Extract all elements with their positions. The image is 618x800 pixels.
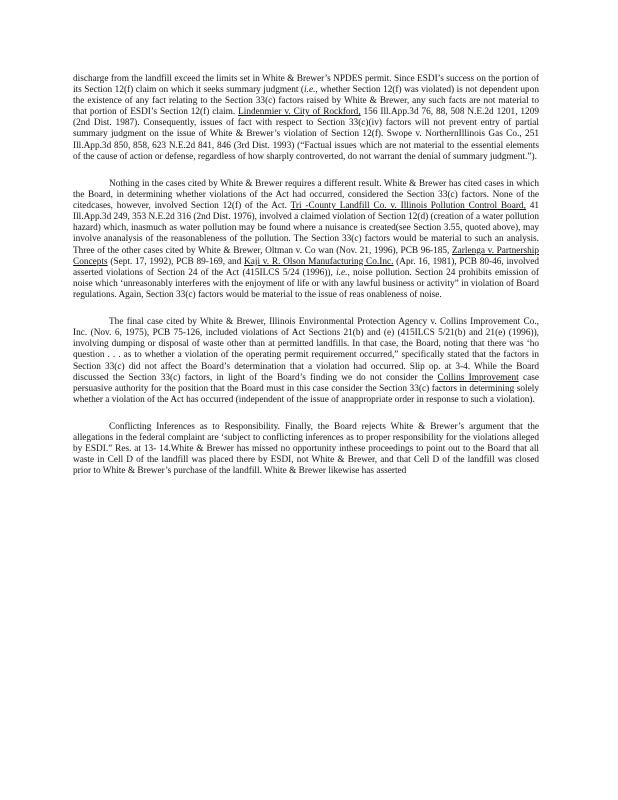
case-citation: Lindenmier v. City of Rockford, (238, 107, 361, 118)
italic-term: i.e. (304, 85, 316, 96)
text-run: case persuasive authority for the position that the Board must in this case consider the Section 33(c) factors in determining solely whether a violation of the Act has occurred (independent of the issue of anappropriate order in response to such a violation). (73, 372, 540, 405)
document-page (73, 74, 539, 494)
text-run: 156 Ill.App.3d 76, 88, 508 N.E.2d 1201, 1209 (2nd Dist. 1987). Consequently, issues of fact with respect to Section 33(c)(iv) factors will not prevent entry of partial summary judgment on the issue of White & Brewer’s violation of Section 12(f). Swope v. NorthernIllinois Gas Co., 251 Ill.App.3d 850, 858, 623 N.E.2d 841, 846 (3rd Dist. 1993) (“Factual issues which are not material to the essential elements of the cause of action or defense, regardless of how sharply controverted, do not warrant the denial of summary judgment.”). (73, 107, 540, 162)
text-run: discharge from the landfill exceed the limits set in White & Brewer’s NPDES permit. Since ESDI’s success on the portion of its Section 12(f) claim on which it seeks summary judgment ( (73, 74, 539, 96)
paragraph-2 (73, 179, 539, 301)
paragraph-4 (73, 422, 539, 477)
text-run: (Apr. 16, 1981), PCB 80-46, involved asserted violations of Section 24 of the Act (415ILCS 5/24 (1996)), (73, 256, 539, 278)
case-citation: Kaji v. R. Olson Manufacturing Co.Inc. (244, 256, 394, 267)
text-run: Conflicting Inferences as to Responsibility. Finally, the Board rejects White & Brewer’s argument that the allegations in the federal complaint are ‘subject to conflicting inferences as to proper responsibility for the violations alleged by ESDI.” Res. at 13- 14.White & Brewer has missed no opportunity inthese proceedings to point out to the Board that all waste in Cell D of the landfill was placed there by ESDI, not White & Brewer, and that Cell D of the landfill was closed prior to White & Brewer’s purchase of the landfill. White & Brewer likewise has asserted (73, 422, 539, 477)
paragraph-3 (73, 317, 539, 406)
text-run: (Sept. 17, 1992), PCB 89-169, and (107, 256, 245, 267)
italic-term: i.e. (336, 267, 348, 278)
text-run: 41 Ill.App.3d 249, 353 N.E.2d 316 (2nd Dist. 1976), involved a claimed violation of Section 12(d) (creation of a water pollution hazard) which, inasmuch as water pollution may be found where a nuisance is created(see Section 3.55, quoted above), may involve ananalysis of the reasonableness of the pollution. The Section 33(c) factors would be material to such an analysis. Three of the other cases cited by White & Brewer, Oltman v. Co wan (Nov. 21, 1996), PCB 96-185, (73, 201, 540, 256)
paragraph-1 (73, 74, 539, 163)
text-run: Nothing in the cases cited by White & Brewer requires a different result. White & Brewer has cited cases in which the Board, in determining whether violations of the Act had occurred, considered the Section 33(c) factors. None of the citedcases, however, involved Section 12(f) of the Act. (73, 178, 539, 212)
case-citation: Zarlenga v. Partnership Concepts (73, 245, 539, 267)
text-run: The final case cited by White & Brewer, Illinois Environmental Protection Agency v. Collins Improvement Co., Inc. (Nov. 6, 1975), PCB 75-126, included violations of Act Sections 21(b) and (e) (415ILCS 5/21(b) and 21(e) (1996)), involving dumping or disposal of waste other than at permitted landfills. In that case, the Board, noting that there was ‘ho question . . . as to whether a violation of the operating permit requirement occurred,” specifically stated that the factors in Section 33(c) did not affect the Board’s determination that a violation had occurred. Slip op. at 3-4. While the Board discussed the Section 33(c) factors, in light of the Board’s finding we do not consider the (73, 317, 539, 383)
text-run: , whether Section 12(f) was violated) is not dependent upon the existence of any fact relating to the Section 33(c) factors raised by White & Brewer, any such facts are not material to that portion of ESDI’s Section 12(f) claim. (73, 85, 539, 118)
text-run: , noise pollution. Section 24 prohibits emission of noise which ‘unreasonably interferes with the enjoyment of life or with any lawful business or activity” in violation of Board regulations. Again, Section 33(c) factors would be material to the issue of reas onableness of noise. (73, 267, 539, 300)
case-citation: Collins Improvement (437, 372, 519, 383)
case-citation: Tri -County Landfill Co. v. Illinois Pollution Control Board, (290, 201, 526, 212)
